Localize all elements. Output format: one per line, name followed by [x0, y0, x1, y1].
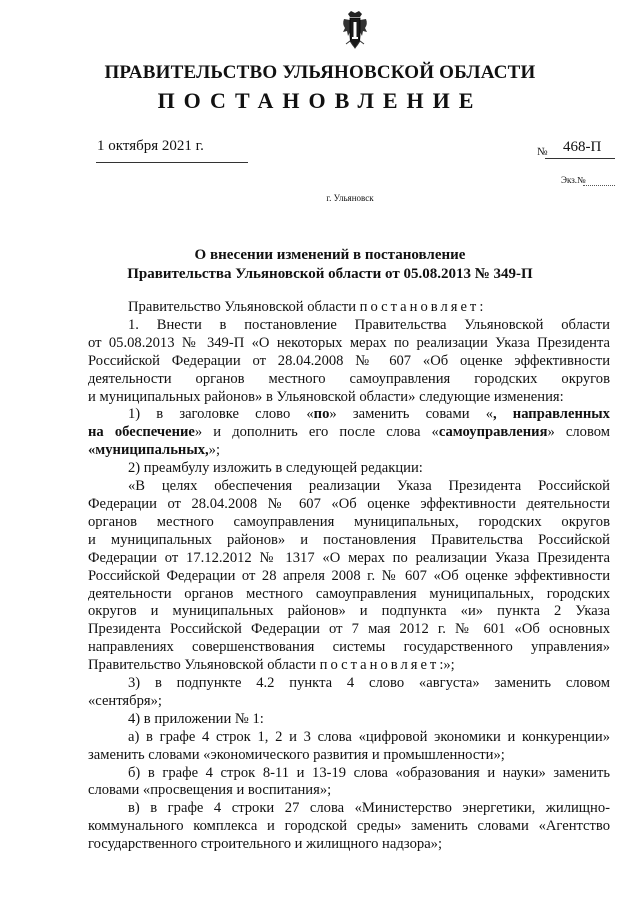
copy-number-line: [583, 185, 615, 186]
preamble-line: «В целях обеспечения реализации Указа Президента Российской: [128, 478, 610, 495]
preamble-line: Российской Федерации от 28 апреля 2008 г. № 607 «Об оценке эффективности: [88, 567, 610, 584]
subitem-4c-line: государственного строительного и жилищного надзора»;: [88, 836, 443, 853]
number-label: №: [537, 146, 548, 158]
subitem-1-line: на обеспечение» и дополнить его после слова «самоуправления» словом: [88, 424, 610, 441]
subitem-4b-line: словами «просвещения и воспитания»;: [88, 782, 332, 799]
preamble-line: Президента Российской Федерации от 7 мая 2012 г. № 601 «Об основных: [88, 621, 610, 638]
item-1-line: Российской Федерации от 28.04.2008 № 607 «Об оценке эффективности: [88, 352, 610, 369]
copy-number-label: Экз.№: [561, 175, 586, 185]
item-1-line: 1. Внести в постановление Правительства Ульяновской области: [128, 316, 610, 333]
subitem-4a-line: а) в графе 4 строк 1, 2 и 3 слова «цифровой экономики и конкуренции»: [128, 728, 610, 745]
date-underline: [96, 162, 248, 163]
subitem-1-line: «муниципальных,»;: [88, 442, 221, 459]
preamble-line: и муниципальных районов» и постановления Правительства Российской: [88, 531, 610, 548]
subitem-4c-line: коммунального комплекса и городской среды» заменить словами «Агентство: [88, 818, 610, 835]
subject-line-1: О внесении изменений в постановление: [194, 247, 466, 263]
document-number: 468-П: [563, 139, 602, 155]
government-title: ПРАВИТЕЛЬСТВО УЛЬЯНОВСКОЙ ОБЛАСТИ: [104, 62, 536, 83]
subitem-2-heading: 2) преамбулу изложить в следующей редакции:: [128, 460, 423, 477]
subitem-4-heading: 4) в приложении № 1:: [128, 710, 264, 727]
item-1-line: от 05.08.2013 № 349-П «О некоторых мерах по реализации Указа Президента: [88, 334, 610, 351]
preamble-line: округов и муниципальных районов» и подпункта «и» пункта 2 Указа: [88, 603, 610, 620]
subitem-4a-line: заменить словами «экономического развития и промышленности»;: [88, 746, 505, 763]
subitem-3-line: 3) в подпункте 4.2 пункта 4 слово «августа» заменить словом: [128, 675, 610, 692]
preamble-line: деятельности органов местного самоуправления муниципальных, городских: [88, 585, 610, 602]
subitem-4b-line: б) в графе 4 строк 8-11 и 13-19 слова «образования и науки» заменить: [128, 764, 610, 781]
number-underline: [545, 158, 615, 159]
coat-of-arms-emblem: [340, 10, 370, 50]
preamble-line: направлениях совершенствования системы государственного управления»: [88, 639, 610, 656]
subitem-4c-line: в) в графе 4 строки 27 слова «Министерство энергетики, жилищно-: [128, 800, 610, 817]
subitem-1-line: 1) в заголовке слово «по» заменить совами «, направленных: [128, 406, 610, 423]
subitem-3-line: «сентября»;: [88, 692, 162, 709]
subject-line-2: Правительства Ульяновской области от 05.08.2013 № 349-П: [127, 266, 533, 282]
preamble-line: Федерации от 28.04.2008 № 607 «Об оценке эффективности деятельности: [88, 495, 610, 512]
item-1-line: деятельности органов местного самоуправления городских округов: [88, 370, 610, 387]
document-type-title: ПОСТАНОВЛЕНИЕ: [157, 88, 483, 113]
city-name: г. Ульяновск: [326, 193, 374, 203]
item-1-line: и муниципальных районов» в Ульяновской области» следующие изменения:: [88, 388, 564, 405]
preamble-line: Федерации от 17.12.2012 № 1317 «О мерах по реализации Указа Президента: [88, 549, 610, 566]
preamble-line: Правительство Ульяновской области постановляет:»;: [88, 657, 455, 674]
document-body: [88, 299, 610, 854]
document-date: 1 октября 2021 г.: [97, 138, 204, 154]
preamble-line: органов местного самоуправления муниципальных, городских округов: [88, 513, 610, 530]
resolution-intro: Правительство Ульяновской области постановляет:: [128, 299, 484, 315]
